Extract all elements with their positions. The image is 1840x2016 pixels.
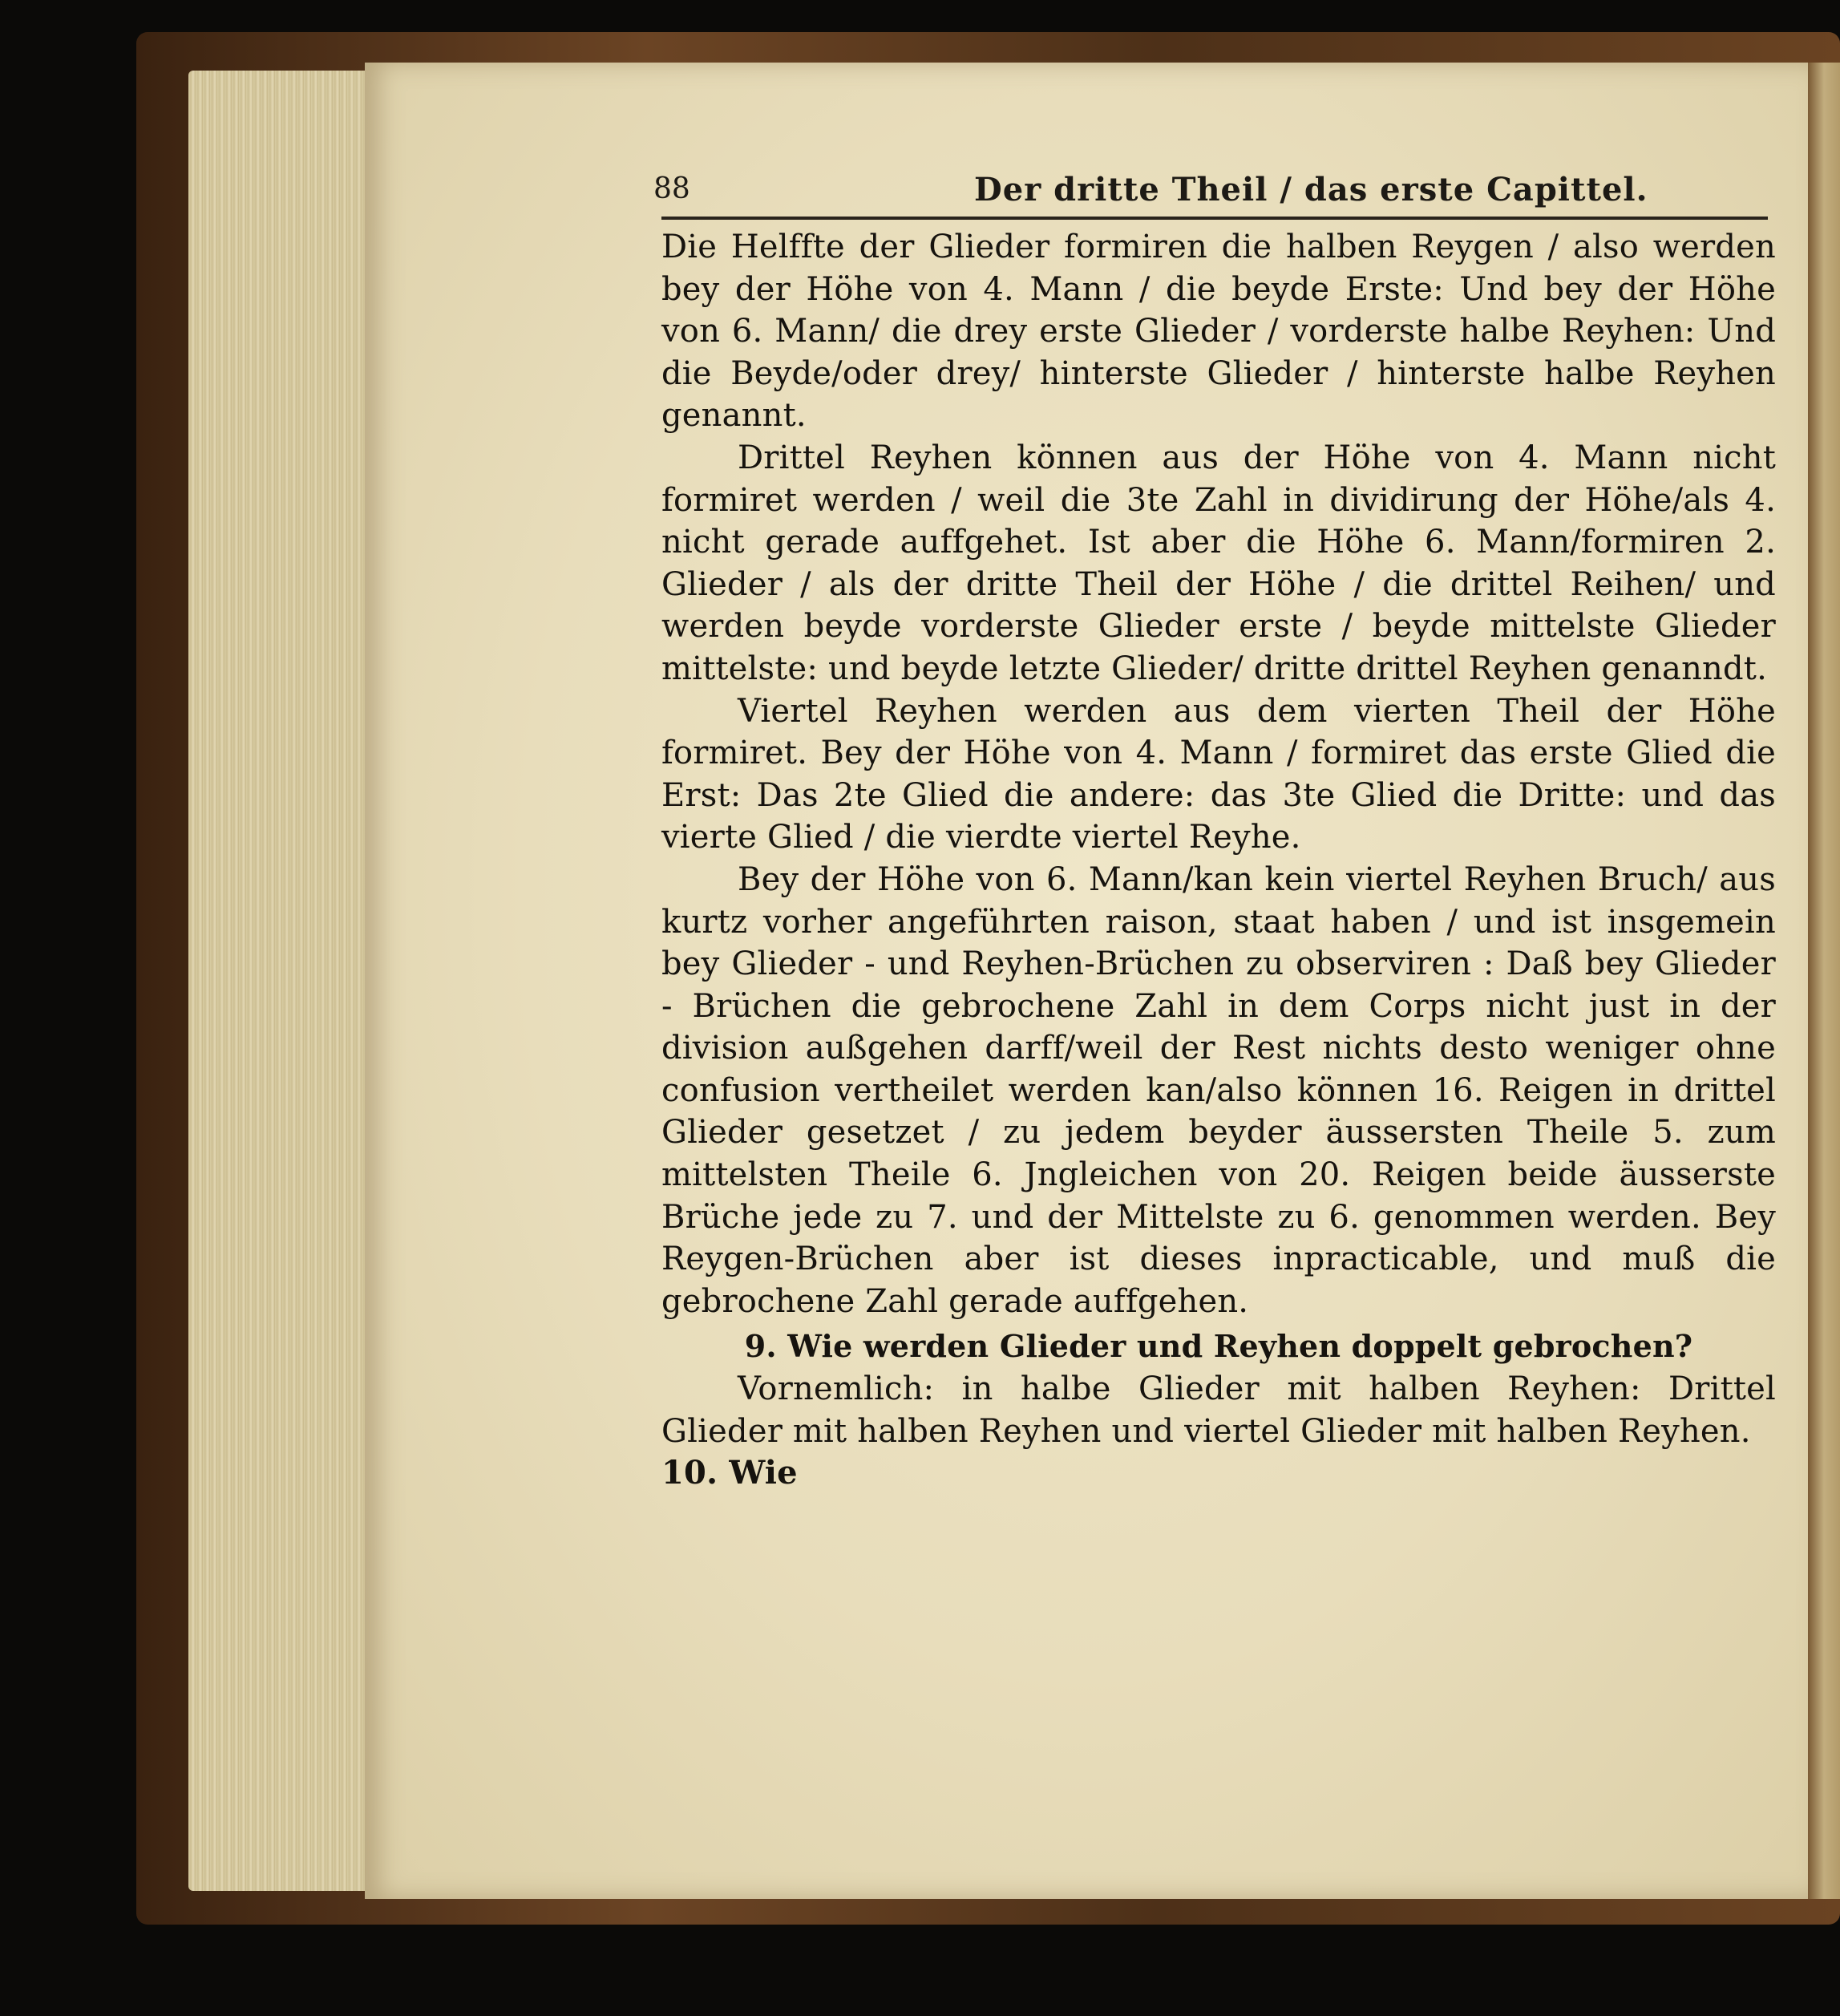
page-edges xyxy=(188,71,381,1891)
catchword: 10. Wie xyxy=(661,1454,798,1492)
paragraph-5: Vornemlich: in halbe Glieder mit halben Reyhen: Drittel Glieder mit halben Reyhen und viertel Glieder mit halben Reyhen. xyxy=(661,1370,1776,1450)
page-number: 88 xyxy=(653,172,690,205)
paragraph-3: Viertel Reyhen werden aus dem vierten Theil der Höhe formiret. Bey der Höhe von 4. Mann / formiret das erste Glied die Erst: Das 2te Glied die andere: das 3te Glied die Dritte: und das vierte Glied / die vierdte viertel Reyhe. xyxy=(661,692,1776,856)
paragraph-4: Bey der Höhe von 6. Mann/kan kein viertel Reyhen Bruch/ aus kurtz vorher angeführten raison, staat haben / und ist insgemein bey Glieder - und Reyhen-Brüchen zu observiren : Daß bey Glieder - Brüchen die gebrochene Zahl in dem Corps nicht just in der division außgehen darff/weil der Rest nichts desto weniger ohne confusion vertheilet werden kan/also können 16. Reigen in drittel Glieder gesetzet / zu jedem beyder äussersten Theile 5. zum mittelsten Theile 6. Jngleichen von 20. Reigen beide äusserste Brüche jede zu 7. und der Mittelste zu 6. genommen werden. Bey Reygen-Brüchen aber ist dieses inpracticable, und muß die gebrochene Zahl gerade auffgehen. xyxy=(661,860,1776,1320)
paragraph-2: Drittel Reyhen können aus der Höhe von 4. Mann nicht formiret werden / weil die 3te Zahl in dividirung der Höhe/als 4. nicht gerade auffgehet. Ist aber die Höhe 6. Mann/formiren 2. Glieder / als der dritte Theil der Höhe / die drittel Reihen/ und werden beyde vorderste Glieder erste / beyde mittelste Glieder mittelste: und beyde letzte Glieder/ dritte drittel Reyhen genanndt. xyxy=(661,439,1776,687)
header-rule xyxy=(661,217,1768,220)
running-title: Der dritte Theil / das erste Capittel. xyxy=(974,171,1648,208)
page-body xyxy=(661,226,1776,1495)
section-question: 9. Wie werden Glieder und Reyhen doppelt gebrochen? xyxy=(744,1328,1693,1365)
facing-page-edge xyxy=(1808,63,1840,1899)
paragraph-1: Die Helffte der Glieder formiren die halben Reygen / also werden bey der Höhe von 4. Mann / die beyde Erste: Und bey der Höhe von 6. Mann/ die drey erste Glieder / vorderste halbe Reyhen: Und die Beyde/oder drey/ hinterste Glieder / hinterste halbe Reyhen genannt. xyxy=(661,229,1776,435)
page-header xyxy=(653,164,1768,213)
